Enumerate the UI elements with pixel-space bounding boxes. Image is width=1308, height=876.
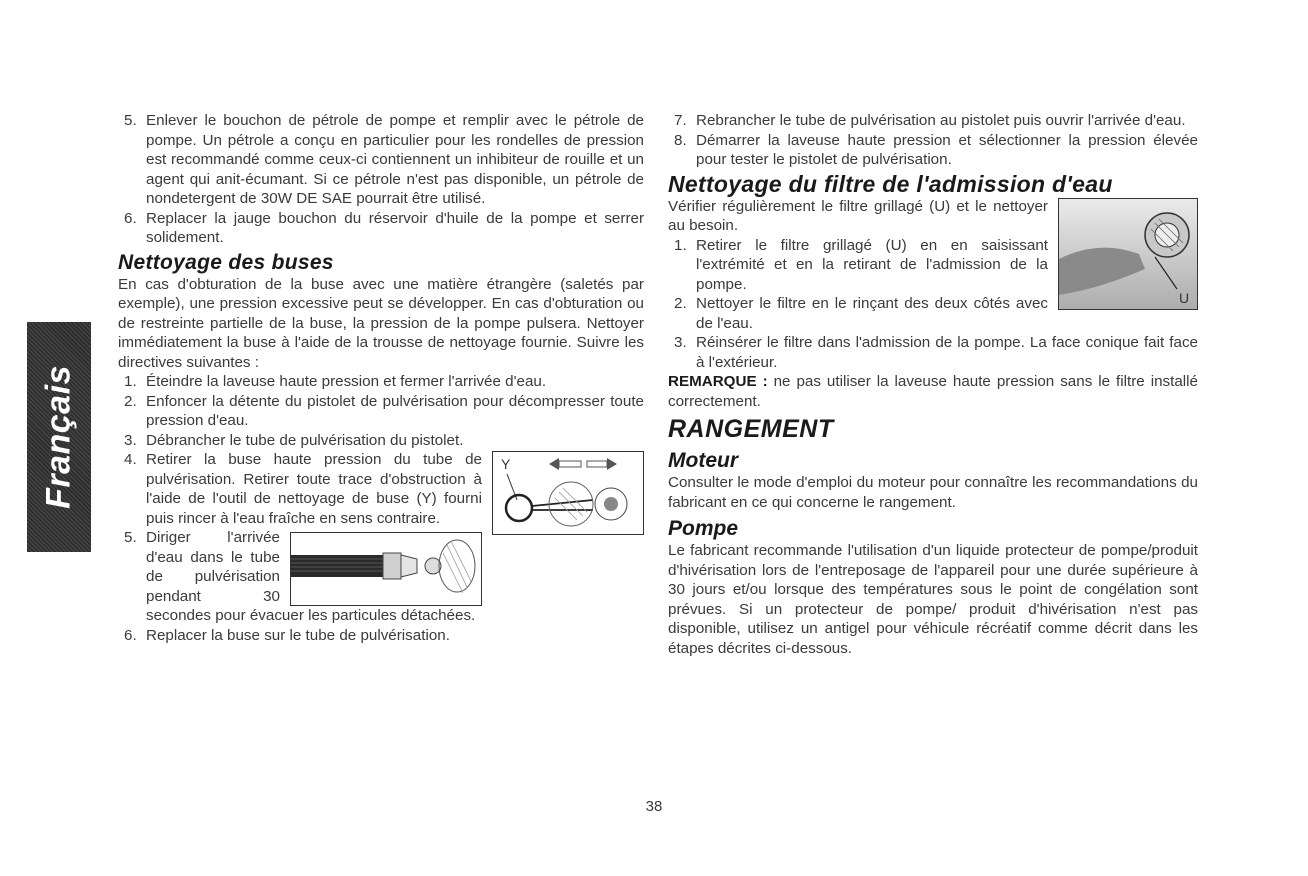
heading-moteur: Moteur [668, 449, 738, 472]
moteur-text: Consulter le mode d'emploi du moteur pour connaître les recommandations du fabricant en ce qui concerne le rangement. [668, 474, 1198, 511]
filter-steps [668, 236, 1198, 373]
list-item: 5. Diriger l'arrivée d'eau dans le tube de pulvérisation pendant 30 secondes pour évacuer les particules détachées. [118, 528, 644, 626]
heading-nettoyage-buses: Nettoyage des buses [118, 250, 334, 274]
left-intro-steps [118, 111, 644, 248]
nozzle-steps [118, 372, 644, 645]
list-item: 7. Rebrancher le tube de pulvérisation au pistolet puis ouvrir l'arrivée d'eau. [674, 112, 1186, 129]
nozzle-tool-figure [492, 451, 644, 535]
remarque-label: REMARQUE : [668, 373, 768, 390]
heading-filtre-admission: Nettoyage du filtre de l'admission d'eau [668, 170, 1113, 197]
heading-rangement: RANGEMENT [668, 415, 834, 443]
right-column [668, 111, 1198, 658]
remarque-note: REMARQUE : ne pas utiliser la laveuse haute pression sans le filtre installé correctement. [668, 373, 1198, 410]
list-item: 6. Replacer la jauge bouchon du réservoir d'huile de la pompe et serrer solidement. [124, 209, 644, 246]
heading-pompe: Pompe [668, 517, 739, 540]
nozzle-paragraph: En cas d'obturation de la buse avec une matière étrangère (saletés par exemple), une pression excessive peut se développer. En cas d'obturation ou de restreinte partielle de la buse, la pression de la pompe pulsera. Nettoyer immédiatement la buse à l'aide de la trousse de nettoyage fournie. Suivre les directives suivantes : [118, 275, 644, 371]
left-column [118, 111, 644, 645]
list-item: Y 4. Retirer la buse haute pression du tube de pulvérisation. Retirer toute trace d'obstruction à l'aide de l'outil de nettoyage de buse (Y) fourni puis rincer à l'eau fraîche en sens contraire. [118, 450, 644, 528]
list-item: 5. Enlever le bouchon de pétrole de pompe et remplir avec le pétrole de pompe. Un pétrole a conçu en particulier pour les rondelles de pression est recommandé comme ceux-ci contiennent un inhibiteur de rouille et un agent qui anit-écumant. Si ce pétrole n'est pas disponible, un pétrole de nondetergent de 30W DE SAE pourrait être utilisé. [124, 112, 644, 207]
figure-y-label: Y [501, 456, 511, 472]
language-tab [27, 322, 91, 552]
list-item: 1. Retirer le filtre grillagé (U) en en saisissant l'extrémité et en la retirant de l'admission de la pompe. [674, 236, 1048, 293]
list-item: 8. Démarrer la laveuse haute pression et sélectionner la pression élevée pour tester le pistolet de pulvérisation. [674, 131, 1198, 168]
list-item: 3. Réinsérer le filtre dans l'admission de la pompe. La face conique fait face à l'extérieur. [674, 334, 1198, 371]
list-item: 6. Replacer la buse sur le tube de pulvérisation. [124, 626, 450, 644]
right-intro-steps [668, 111, 1198, 170]
pompe-text: Le fabricant recommande l'utilisation d'un liquide protecteur de pompe/produit d'hivérisation lors de l'entreposage de l'appareil pour une durée supérieure à 30 jours et/ou lorsque des températures sous le point de congélation sont prévues. Si un protecteur de pompe/ produit d'hivérisation n'est pas disponible, utilisez un antigel pour véhicule récréatif comme décrit dans les étapes décrites ci-dessous. [668, 542, 1198, 657]
figure-u-label: U [1179, 289, 1190, 306]
page-number: 38 [645, 798, 663, 815]
list-item: 3. Débrancher le tube de pulvérisation du pistolet. [124, 431, 464, 449]
hose-flush-figure [290, 532, 482, 606]
language-tab-label: Français [39, 365, 78, 509]
list-item: 2. Enfoncer la détente du pistolet de pulvérisation pour décompresser toute pression d'eau. [124, 392, 644, 429]
filter-intro: Vérifier régulièrement le filtre grillagé (U) et le nettoyer au besoin. [668, 197, 1048, 234]
list-item: 2. Nettoyer le filtre en le rinçant des deux côtés avec de l'eau. [674, 295, 1048, 332]
list-item: 1. Éteindre la laveuse haute pression et fermer l'arrivée d'eau. [124, 373, 547, 390]
